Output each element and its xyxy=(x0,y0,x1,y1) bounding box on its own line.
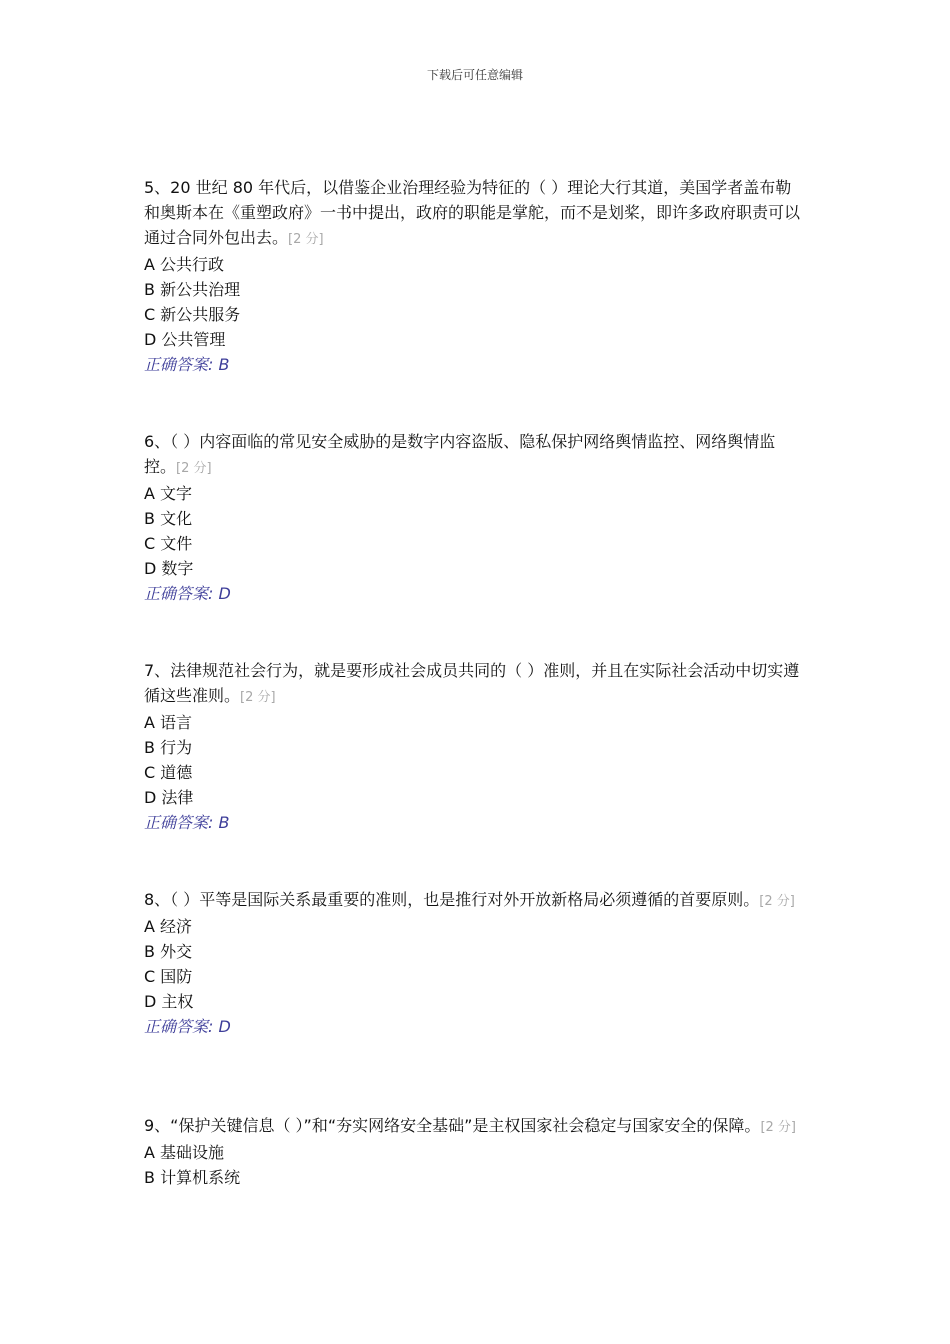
option-a: A 基础设施 xyxy=(144,1143,225,1162)
correct-answer xyxy=(144,1014,804,1039)
answer-value: D xyxy=(218,584,231,603)
answer-value: B xyxy=(218,355,230,374)
answer-label: 正确答案: xyxy=(144,1017,214,1036)
answer-label: 正确答案: xyxy=(144,813,214,832)
question-6 xyxy=(144,429,804,606)
question-text xyxy=(144,658,804,710)
question-stem: 9、“保护关键信息（ ）”和“夯实网络安全基础”是主权国家社会稳定与国家安全的保障。 xyxy=(144,1116,761,1135)
option-a: A 文字 xyxy=(144,484,193,503)
correct-answer xyxy=(144,810,804,835)
question-stem: 6、（ ）内容面临的常见安全威胁的是数字内容盗版、隐私保护网络舆情监控、网络舆情监控。 xyxy=(144,432,776,476)
correct-answer xyxy=(144,352,804,377)
option-d: D 数字 xyxy=(144,559,194,578)
question-9 xyxy=(144,1113,804,1190)
option-d: D 公共管理 xyxy=(144,330,226,349)
question-score: [2 分] xyxy=(759,894,795,909)
correct-answer xyxy=(144,581,804,606)
question-text xyxy=(144,1113,804,1140)
question-stem: 7、法律规范社会行为，就是要形成社会成员共同的（ ）准则，并且在实际社会活动中切实遵循这些准则。 xyxy=(144,661,800,705)
option-c: C 国防 xyxy=(144,967,193,986)
question-text xyxy=(144,887,804,914)
question-score: [2 分] xyxy=(176,461,212,476)
option-b: B 行为 xyxy=(144,738,193,757)
option-d: D 主权 xyxy=(144,992,194,1011)
option-b: B 计算机系统 xyxy=(144,1168,241,1187)
page-header: 下载后可任意编辑 xyxy=(426,68,523,82)
question-stem: 5、20 世纪 80 年代后，以借鉴企业治理经验为特征的（ ）理论大行其道，美国学者盖布勒和奥斯本在《重塑政府》一书中提出，政府的职能是掌舵，而不是划桨，即许多政府职责可以通过合同外包出去。 xyxy=(144,178,801,247)
option-a: A 经济 xyxy=(144,917,193,936)
option-c: C 道德 xyxy=(144,763,193,782)
question-text xyxy=(144,175,804,252)
option-b: B 文化 xyxy=(144,509,193,528)
option-c: C 新公共服务 xyxy=(144,305,241,324)
answer-label: 正确答案: xyxy=(144,355,214,374)
answer-label: 正确答案: xyxy=(144,584,214,603)
question-7 xyxy=(144,658,804,835)
option-d: D 法律 xyxy=(144,788,194,807)
answer-value: D xyxy=(218,1017,231,1036)
question-5 xyxy=(144,175,804,377)
question-stem: 8、（ ）平等是国际关系最重要的准则，也是推行对外开放新格局必须遵循的首要原则。 xyxy=(144,890,760,909)
question-score: [2 分] xyxy=(288,232,324,247)
question-score: [2 分] xyxy=(760,1120,796,1135)
option-b: B 外交 xyxy=(144,942,193,961)
question-score: [2 分] xyxy=(240,690,276,705)
question-text xyxy=(144,429,804,481)
answer-value: B xyxy=(218,813,230,832)
option-c: C 文件 xyxy=(144,534,193,553)
option-b: B 新公共治理 xyxy=(144,280,241,299)
option-a: A 公共行政 xyxy=(144,255,225,274)
option-a: A 语言 xyxy=(144,713,193,732)
question-8 xyxy=(144,887,804,1039)
